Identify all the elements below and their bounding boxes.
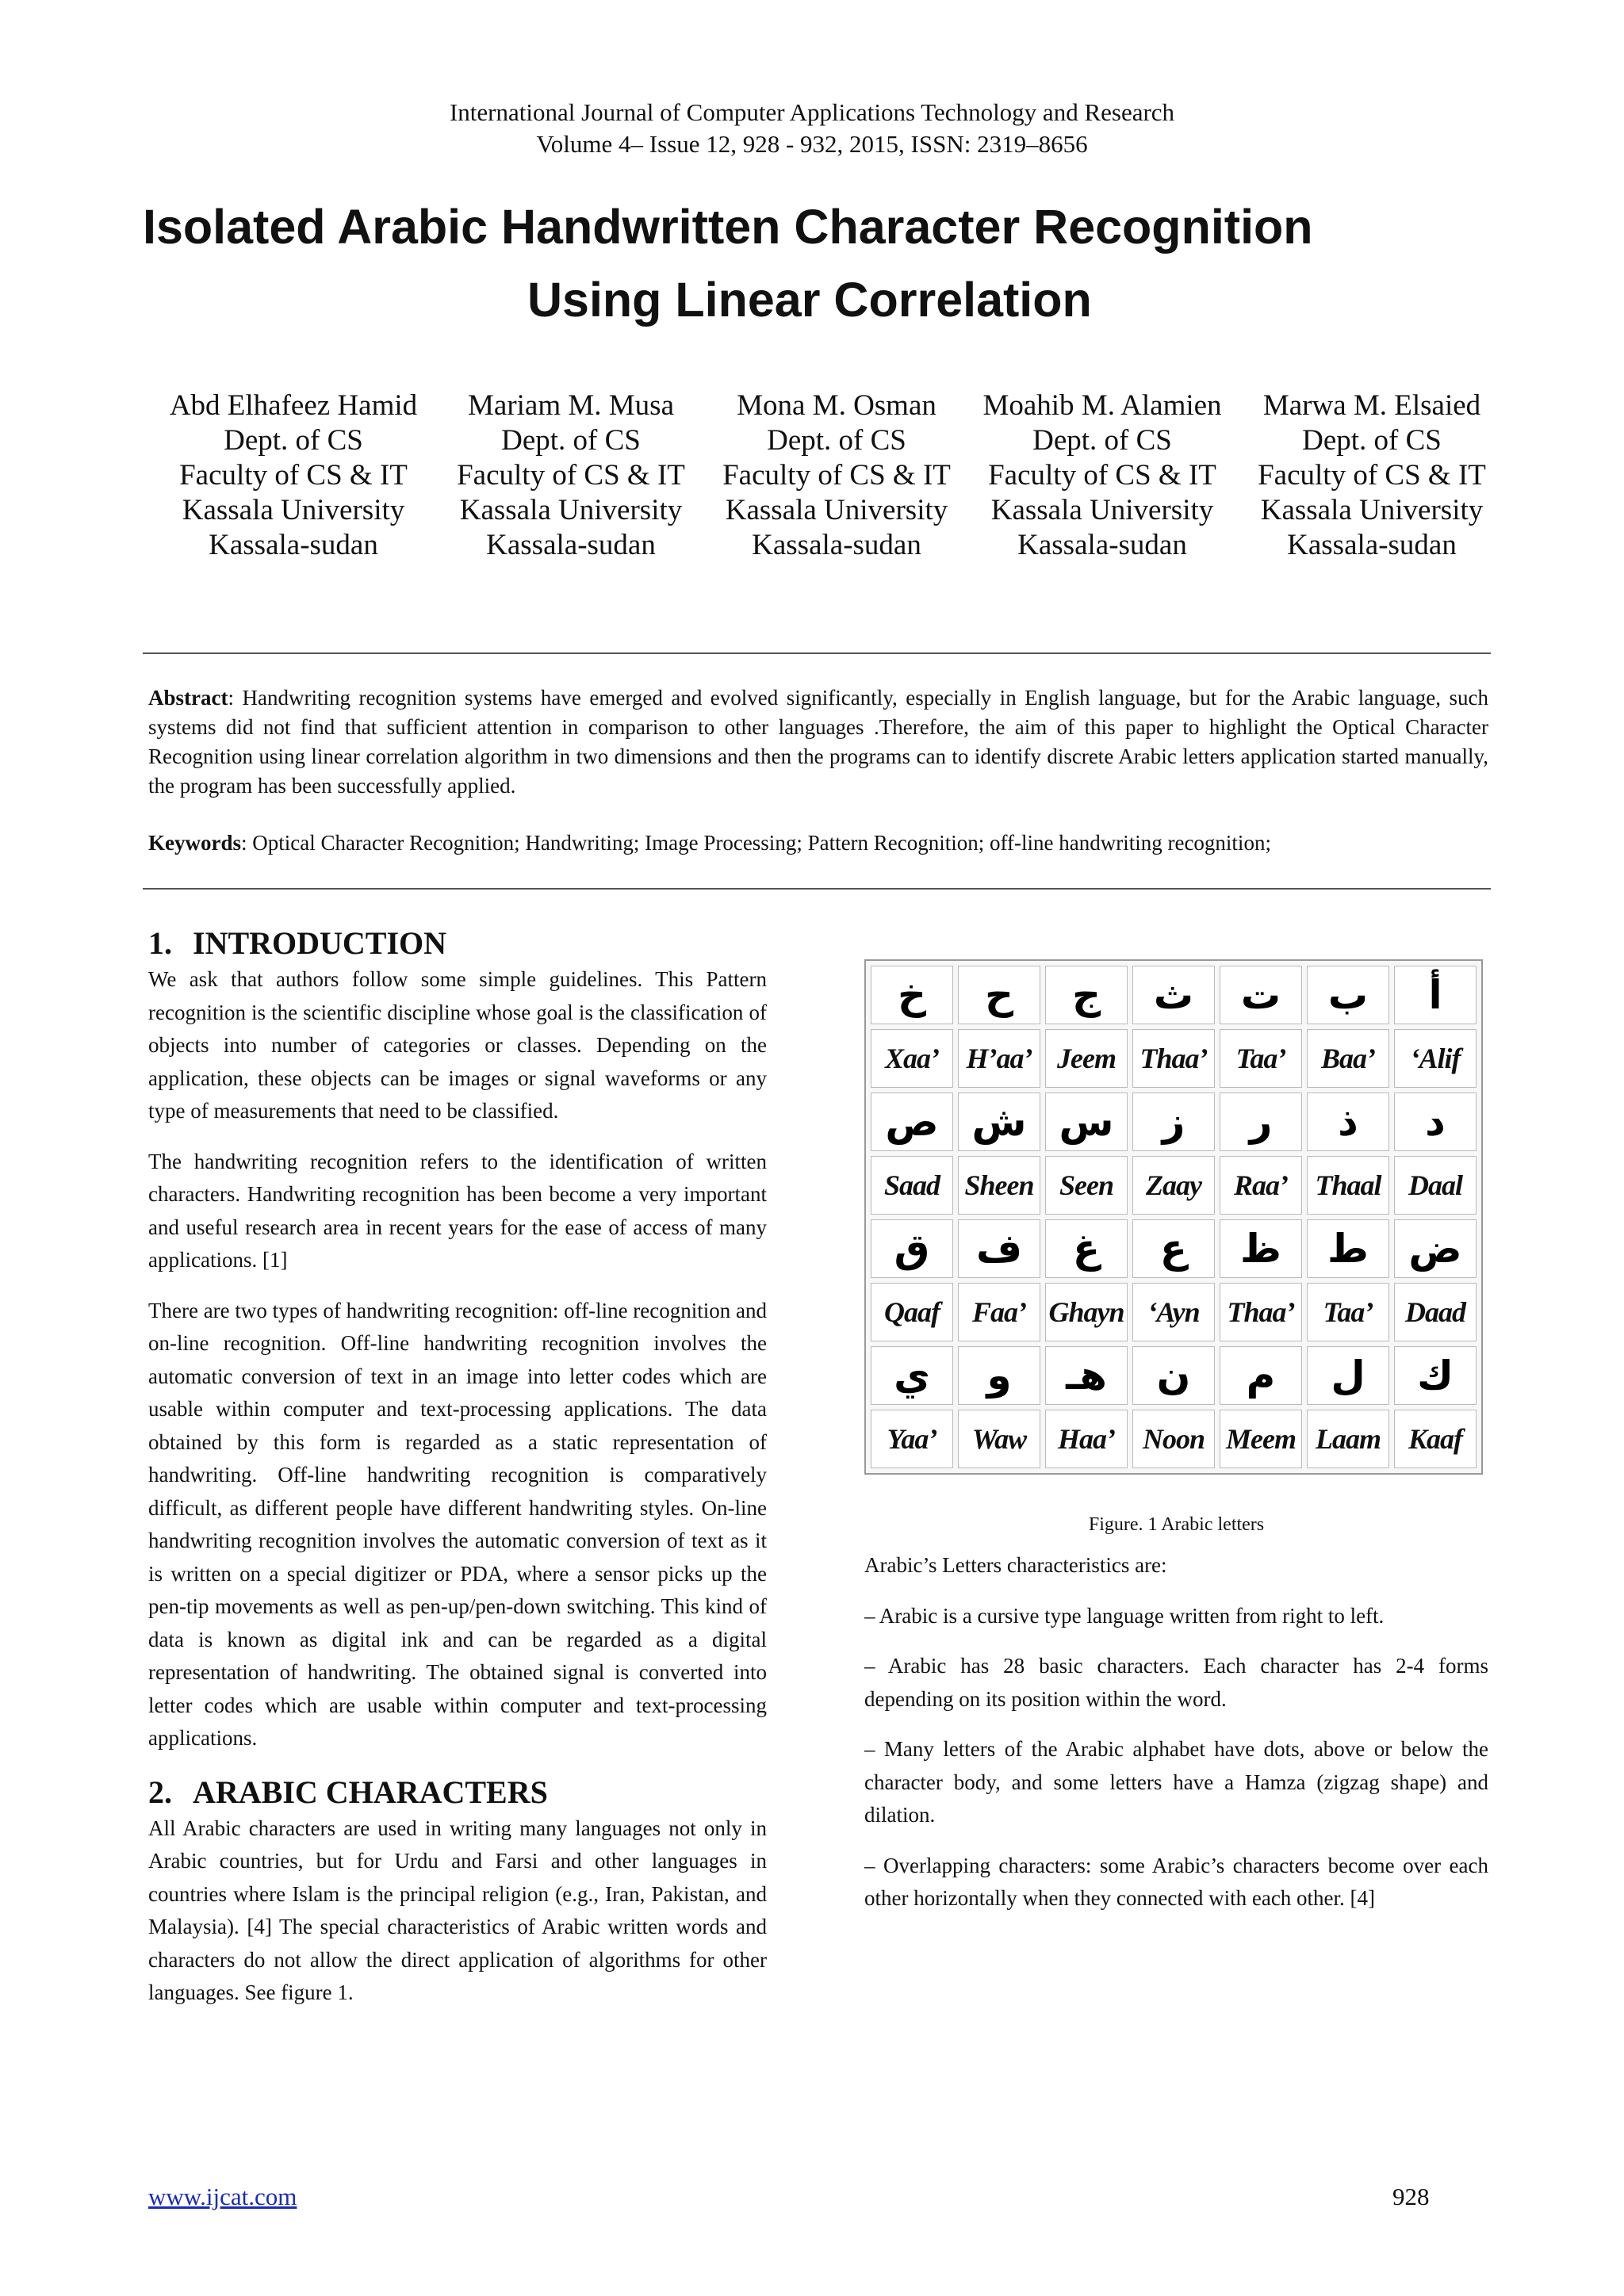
letter-glyph: ع (1132, 1219, 1215, 1278)
keywords (148, 828, 1488, 858)
letter-name: Thaal (1307, 1156, 1389, 1215)
arabic-letters-figure (864, 959, 1483, 1475)
letter-name: H’aa’ (958, 1029, 1040, 1088)
letter-name: Jeem (1045, 1029, 1128, 1088)
letter-name: Laam (1307, 1410, 1389, 1468)
intro-paragraph-1: We ask that authors follow some simple guidelines. This Pattern recognition is the scientific discipline whose goal is the classification of objects into number of categories or classes. Depending on the application, these objects can be images or signal waveforms or any type of measurements that need to be classified. (148, 967, 767, 1123)
letter-glyph: ص (871, 1093, 953, 1151)
abstract (148, 683, 1488, 801)
letter-name: Saad (871, 1156, 953, 1215)
letter-name: Xaa’ (871, 1029, 953, 1088)
letter-glyph: خ (871, 966, 953, 1024)
intro-paragraph-2: The handwriting recognition refers to the identification of written characters. Handwriting recognition has been become a very important and useful research area in recent years for the ease of access of many applications. [1] (148, 1149, 767, 1272)
author-block (694, 388, 979, 563)
letter-glyph: هـ (1045, 1346, 1128, 1405)
journal-website-link[interactable]: www.ijcat.com (148, 2183, 297, 2210)
letter-name: Seen (1045, 1156, 1128, 1215)
letter-name: Haa’ (1045, 1410, 1128, 1468)
abstract-label: Abstract (148, 686, 228, 710)
author-faculty: Faculty of CS & IT (988, 459, 1216, 492)
left-column (148, 924, 767, 2027)
author-faculty: Faculty of CS & IT (722, 459, 951, 492)
figure-caption: Figure. 1 Arabic letters (1088, 1514, 1265, 1535)
letter-name: Taa’ (1307, 1283, 1389, 1341)
author-name: Marwa M. Elsaied (1262, 389, 1481, 422)
letter-name: Noon (1132, 1410, 1215, 1468)
author-city: Kassala-sudan (1017, 529, 1187, 561)
section-number: 1. (148, 925, 172, 961)
title-line-1: Isolated Arabic Handwritten Character Recognition (143, 200, 1313, 254)
bottom-divider (143, 888, 1491, 890)
letter-glyph: ح (958, 966, 1040, 1024)
letter-name: Daal (1394, 1156, 1477, 1215)
author-faculty: Faculty of CS & IT (457, 459, 685, 492)
letter-glyph: س (1045, 1093, 1128, 1151)
author-city: Kassala-sudan (1287, 529, 1457, 561)
letter-name: Taa’ (1220, 1029, 1302, 1088)
author-dept: Dept. of CS (501, 424, 641, 457)
letter-name: Ghayn (1045, 1283, 1128, 1341)
author-university: Kassala University (990, 494, 1214, 526)
author-faculty: Faculty of CS & IT (1258, 459, 1486, 492)
abstract-text: : Handwriting recognition systems have emerged and evolved significantly, especially in English language, but for the Arabic language, such systems did not find that sufficient attention in comparison to other languages .Therefore, the aim of this paper to highlight the Optical Character Recognition using linear correlation algorithm in two dimensions and then the programs can to identify discrete Arabic letters application started manually, the program has been successfully applied. (148, 686, 1488, 798)
letter-name: Yaa’ (871, 1410, 953, 1468)
letter-glyph: ت (1220, 966, 1302, 1024)
paper-title (143, 190, 1491, 336)
letter-name: Thaa’ (1132, 1029, 1215, 1088)
author-city: Kassala-sudan (486, 529, 656, 561)
letter-name: Sheen (958, 1156, 1040, 1215)
arabic-paragraph-1: All Arabic characters are used in writing many languages not only in Arabic countries, but for Urdu and Farsi and other languages in countries where Islam is the principal religion (e.g., Iran, Pakistan, and Malaysia). [4] The special characteristics of Arabic written words and characters do not allow the direct application of algorithms for other languages. See figure 1. (148, 1816, 767, 2004)
letter-name: Qaaf (871, 1283, 953, 1341)
author-dept: Dept. of CS (224, 424, 363, 457)
letter-glyph: ن (1132, 1346, 1215, 1405)
letter-glyph: م (1220, 1346, 1302, 1405)
journal-header (0, 97, 1624, 160)
letter-glyph: ق (871, 1219, 953, 1278)
letter-glyph: د (1394, 1093, 1477, 1151)
characteristic-item: – Arabic is a cursive type language written from right to left. (864, 1603, 1385, 1628)
author-dept: Dept. of CS (767, 424, 906, 457)
page-number: 928 (1392, 2183, 1430, 2210)
letter-glyph: ظ (1220, 1219, 1302, 1278)
right-column (864, 959, 1488, 1933)
letter-glyph: ي (871, 1346, 953, 1405)
author-university: Kassala University (725, 494, 948, 526)
author-block (428, 388, 714, 563)
characteristic-item: – Overlapping characters: some Arabic’s characters become over each other horizontally when they connected with each other. [4] (864, 1853, 1488, 1910)
section-heading-arabic-characters (148, 1773, 767, 1812)
journal-volume: Volume 4– Issue 12, 928 - 932, 2015, ISSN: 2319–8656 (536, 130, 1088, 158)
keywords-text: : Optical Character Recognition; Handwriting; Image Processing; Pattern Recognition; off-line handwriting recognition; (241, 831, 1271, 855)
letter-glyph: ث (1132, 966, 1215, 1024)
author-dept: Dept. of CS (1032, 424, 1172, 457)
letter-glyph: ز (1132, 1093, 1215, 1151)
letter-glyph: و (958, 1346, 1040, 1405)
characteristic-item: – Arabic has 28 basic characters. Each character has 2-4 forms depending on its position within the word. (864, 1654, 1488, 1711)
letter-glyph: ر (1220, 1093, 1302, 1151)
letter-name: Zaay (1132, 1156, 1215, 1215)
author-faculty: Faculty of CS & IT (179, 459, 408, 492)
author-name: Abd Elhafeez Hamid (169, 389, 418, 422)
section-title: ARABIC CHARACTERS (193, 1774, 548, 1810)
author-dept: Dept. of CS (1302, 424, 1442, 457)
keywords-label: Keywords (148, 831, 241, 855)
author-university: Kassala University (182, 494, 405, 526)
letter-glyph: ج (1045, 966, 1128, 1024)
author-name: Moahib M. Alamien (982, 389, 1222, 422)
letter-name: Meem (1220, 1410, 1302, 1468)
letter-name: Daad (1394, 1283, 1477, 1341)
letter-name: Kaaf (1394, 1410, 1477, 1468)
author-block (959, 388, 1245, 563)
author-university: Kassala University (459, 494, 683, 526)
letter-glyph: ل (1307, 1346, 1389, 1405)
letter-glyph: ض (1394, 1219, 1477, 1278)
letter-name: Baa’ (1307, 1029, 1389, 1088)
section-number: 2. (148, 1774, 172, 1810)
letter-glyph: أ (1394, 966, 1477, 1024)
letter-glyph: ش (958, 1093, 1040, 1151)
letter-name: Thaa’ (1220, 1283, 1302, 1341)
section-title: INTRODUCTION (193, 925, 447, 961)
letter-glyph: ب (1307, 966, 1389, 1024)
section-heading-introduction (148, 924, 767, 963)
letter-glyph: ك (1394, 1346, 1477, 1405)
letter-glyph: غ (1045, 1219, 1128, 1278)
author-block (1229, 388, 1515, 563)
letter-name: ‘Ayn (1132, 1283, 1215, 1341)
author-name: Mariam M. Musa (468, 389, 674, 422)
author-block (151, 388, 436, 563)
letter-name: Faa’ (958, 1283, 1040, 1341)
journal-name: International Journal of Computer Applications Technology and Research (449, 98, 1175, 126)
letter-name: Raa’ (1220, 1156, 1302, 1215)
author-city: Kassala-sudan (209, 529, 378, 561)
author-city: Kassala-sudan (752, 529, 921, 561)
letter-glyph: ف (958, 1219, 1040, 1278)
characteristic-item: – Many letters of the Arabic alphabet have dots, above or below the character body, and some letters have a Hamza (zigzag shape) and dilation. (864, 1737, 1488, 1827)
letter-name: ‘Alif (1394, 1029, 1477, 1088)
title-line-2: Using Linear Correlation (527, 273, 1092, 327)
top-divider (143, 652, 1491, 654)
author-list (135, 388, 1515, 579)
characteristics-intro: Arabic’s Letters characteristics are: (864, 1553, 1167, 1577)
author-name: Mona M. Osman (737, 389, 936, 422)
author-university: Kassala University (1260, 494, 1484, 526)
letter-name: Waw (958, 1410, 1040, 1468)
letter-glyph: ذ (1307, 1093, 1389, 1151)
intro-paragraph-3: There are two types of handwriting recognition: off-line recognition and on-line recognition. Off-line handwriting recognition involves the automatic conversion of text in an image into letter codes which are usable within computer and text-processing applications. The data obtained by this form is regarded as a static representation of handwriting. Off-line handwriting recognition is comparatively difficult, as different people have different handwriting styles. On-line handwriting recognition involves the automatic conversion of text as it is written on a special digitizer or PDA, where a sensor picks up the pen-tip movements as well as pen-up/pen-down switching. This kind of data is known as digital ink and can be regarded as a digital representation of handwriting. The obtained signal is converted into letter codes which are usable within computer and text-processing applications. (148, 1298, 768, 1750)
letter-glyph: ط (1307, 1219, 1389, 1278)
